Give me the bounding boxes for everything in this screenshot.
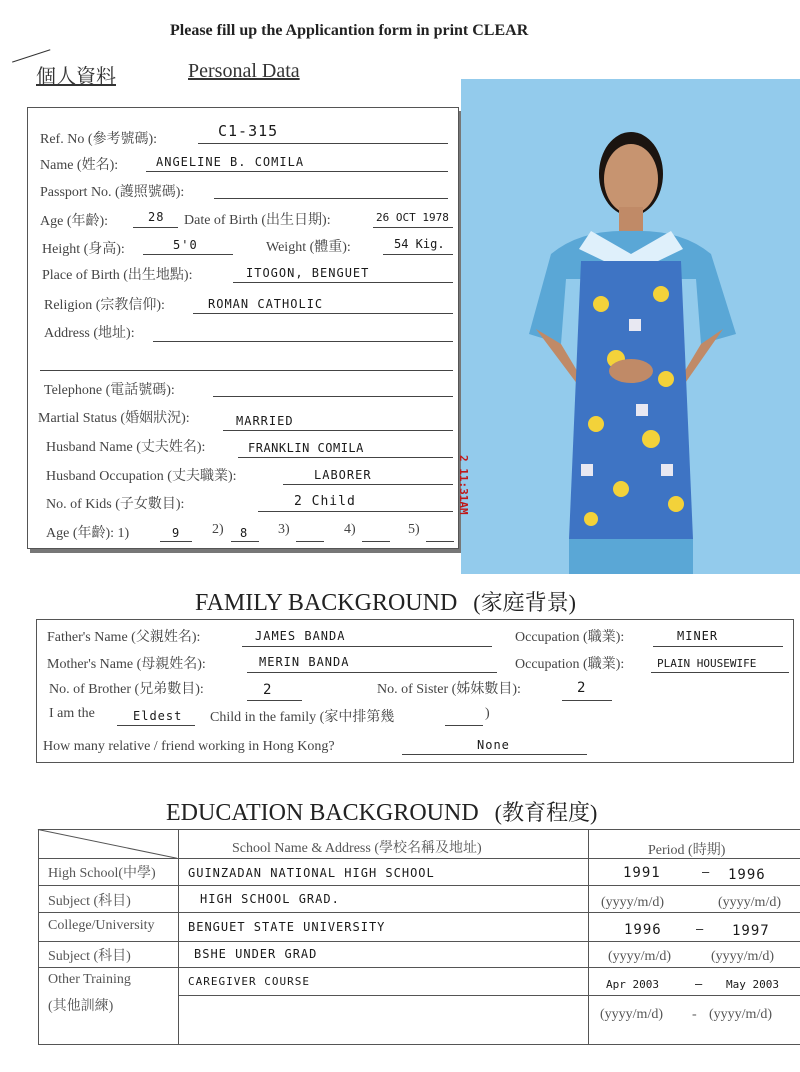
- row-label-subject-1: Subject (科目): [48, 894, 131, 909]
- weight-label: Weight (體重):: [266, 240, 351, 255]
- mother-value: MERIN BANDA: [259, 655, 350, 669]
- pob-value: ITOGON, BENGUET: [246, 266, 370, 280]
- age-value: 28: [148, 210, 165, 224]
- other-training-2-from: (yyyy/m/d): [600, 1007, 663, 1022]
- family-title-zh: (家庭背景): [473, 590, 576, 615]
- college-to: 1997: [732, 923, 770, 939]
- kid2-label: 2): [212, 522, 224, 537]
- subject-2-to: (yyyy/m/d): [711, 949, 774, 964]
- high-school-value: GUINZADAN NATIONAL HIGH SCHOOL: [188, 866, 435, 880]
- photo-timestamp: 2 11:31AM: [457, 455, 470, 515]
- address-label: Address (地址):: [44, 326, 135, 341]
- subject-2-value: BSHE UNDER GRAD: [194, 947, 318, 961]
- dob-value: 26 OCT 1978: [376, 211, 449, 224]
- family-title-en: FAMILY BACKGROUND: [195, 590, 458, 616]
- husband-value: FRANKLIN COMILA: [248, 441, 364, 455]
- relative-label: How many relative / friend working in Hong Kong?: [43, 739, 335, 754]
- row-label-college: College/University: [48, 918, 155, 933]
- mother-occupation-label: Occupation (職業):: [515, 657, 625, 672]
- mother-occupation-value: PLAIN HOUSEWIFE: [657, 657, 757, 670]
- personal-title-en: Personal Data: [188, 60, 300, 82]
- relative-value: None: [477, 738, 510, 752]
- child-label: Child in the family (家中排第幾: [210, 710, 395, 725]
- subject-1-value: HIGH SCHOOL GRAD.: [200, 892, 340, 906]
- college-from: 1996: [624, 922, 662, 938]
- kids-label: No. of Kids (子女數目):: [46, 497, 185, 512]
- other-training-2-to: (yyyy/m/d): [709, 1007, 772, 1022]
- iam-value: Eldest: [133, 709, 183, 723]
- row-label-subject-2: Subject (科目): [48, 949, 131, 964]
- religion-value: ROMAN CATHOLIC: [208, 297, 324, 311]
- father-occupation-value: MINER: [677, 629, 719, 643]
- mother-label: Mother's Name (母親姓名):: [47, 657, 206, 672]
- school-column-header: School Name & Address (學校名稱及地址): [232, 841, 482, 856]
- iam-label: I am the: [49, 706, 95, 721]
- family-title: [195, 586, 576, 617]
- kid2-age: 8: [240, 526, 249, 540]
- father-value: JAMES BANDA: [255, 629, 346, 643]
- other-training-sep: —: [695, 977, 704, 991]
- subject-1-from: (yyyy/m/d): [601, 895, 664, 910]
- college-sep: —: [696, 922, 705, 936]
- dob-label: Date of Birth (出生日期):: [184, 213, 331, 228]
- marital-value: MARRIED: [236, 414, 294, 428]
- weight-value: 54 Kig.: [394, 237, 445, 251]
- kid3-label: 3): [278, 522, 290, 537]
- applicant-photo: [461, 79, 800, 574]
- high-school-to: 1996: [728, 867, 766, 883]
- ref-label: Ref. No (參考號碼):: [40, 132, 158, 147]
- kid4-label: 4): [344, 522, 356, 537]
- kid1-age: 9: [172, 526, 181, 540]
- husband-label: Husband Name (丈夫姓名):: [46, 440, 206, 455]
- brother-value: 2: [263, 682, 273, 698]
- high-school-sep: —: [702, 865, 711, 879]
- subject-1-to: (yyyy/m/d): [718, 895, 781, 910]
- kids-age-label: Age (年齡): 1): [46, 526, 130, 541]
- height-value: 5'0: [173, 238, 198, 252]
- pob-label: Place of Birth (出生地點):: [42, 268, 193, 283]
- sister-label: No. of Sister (姊妹數目):: [377, 682, 521, 697]
- brother-label: No. of Brother (兄弟數目):: [49, 682, 204, 697]
- kid5-label: 5): [408, 522, 420, 537]
- child-close: ): [485, 706, 490, 721]
- height-label: Height (身高):: [42, 242, 125, 257]
- education-title: [166, 796, 597, 827]
- other-training-from: Apr 2003: [606, 978, 659, 991]
- husband-occupation-value: LABORER: [314, 468, 372, 482]
- name-label: Name (姓名):: [40, 158, 119, 173]
- other-training-to: May 2003: [726, 978, 779, 991]
- applicant-illustration: [461, 79, 800, 574]
- personal-data-box: [27, 107, 459, 549]
- religion-label: Religion (宗教信仰):: [44, 298, 165, 313]
- high-school-from: 1991: [623, 865, 661, 881]
- kids-value: 2 Child: [294, 494, 356, 509]
- other-training-2-sep: -: [692, 1007, 697, 1022]
- father-occupation-label: Occupation (職業):: [515, 630, 625, 645]
- other-training-value: CAREGIVER COURSE: [188, 975, 310, 988]
- personal-title-zh: 個人資料: [36, 66, 116, 88]
- row-label-other-training-zh: (其他訓練): [48, 999, 114, 1014]
- college-value: BENGUET STATE UNIVERSITY: [188, 920, 386, 934]
- name-value: ANGELINE B. COMILA: [156, 155, 305, 169]
- education-title-zh: (教育程度): [494, 800, 598, 825]
- age-label: Age (年齡):: [40, 214, 109, 229]
- ref-value: C1-315: [218, 122, 279, 140]
- family-background-box: [36, 619, 794, 763]
- subject-2-from: (yyyy/m/d): [608, 949, 671, 964]
- period-column-header: Period (時期): [648, 843, 726, 858]
- husband-occupation-label: Husband Occupation (丈夫職業):: [46, 469, 237, 484]
- education-table: [38, 829, 800, 1044]
- father-label: Father's Name (父親姓名):: [47, 630, 201, 645]
- marital-label: Martial Status (婚姻狀況):: [38, 411, 190, 426]
- row-label-high-school: High School(中學): [48, 866, 156, 881]
- passport-label: Passport No. (護照號碼):: [40, 185, 185, 200]
- form-heading: Please fill up the Applicantion form in print CLEAR: [170, 22, 529, 39]
- telephone-label: Telephone (電話號碼):: [44, 383, 175, 398]
- education-title-en: EDUCATION BACKGROUND: [166, 800, 479, 826]
- row-label-other-training: Other Training: [48, 972, 131, 987]
- sister-value: 2: [577, 680, 587, 696]
